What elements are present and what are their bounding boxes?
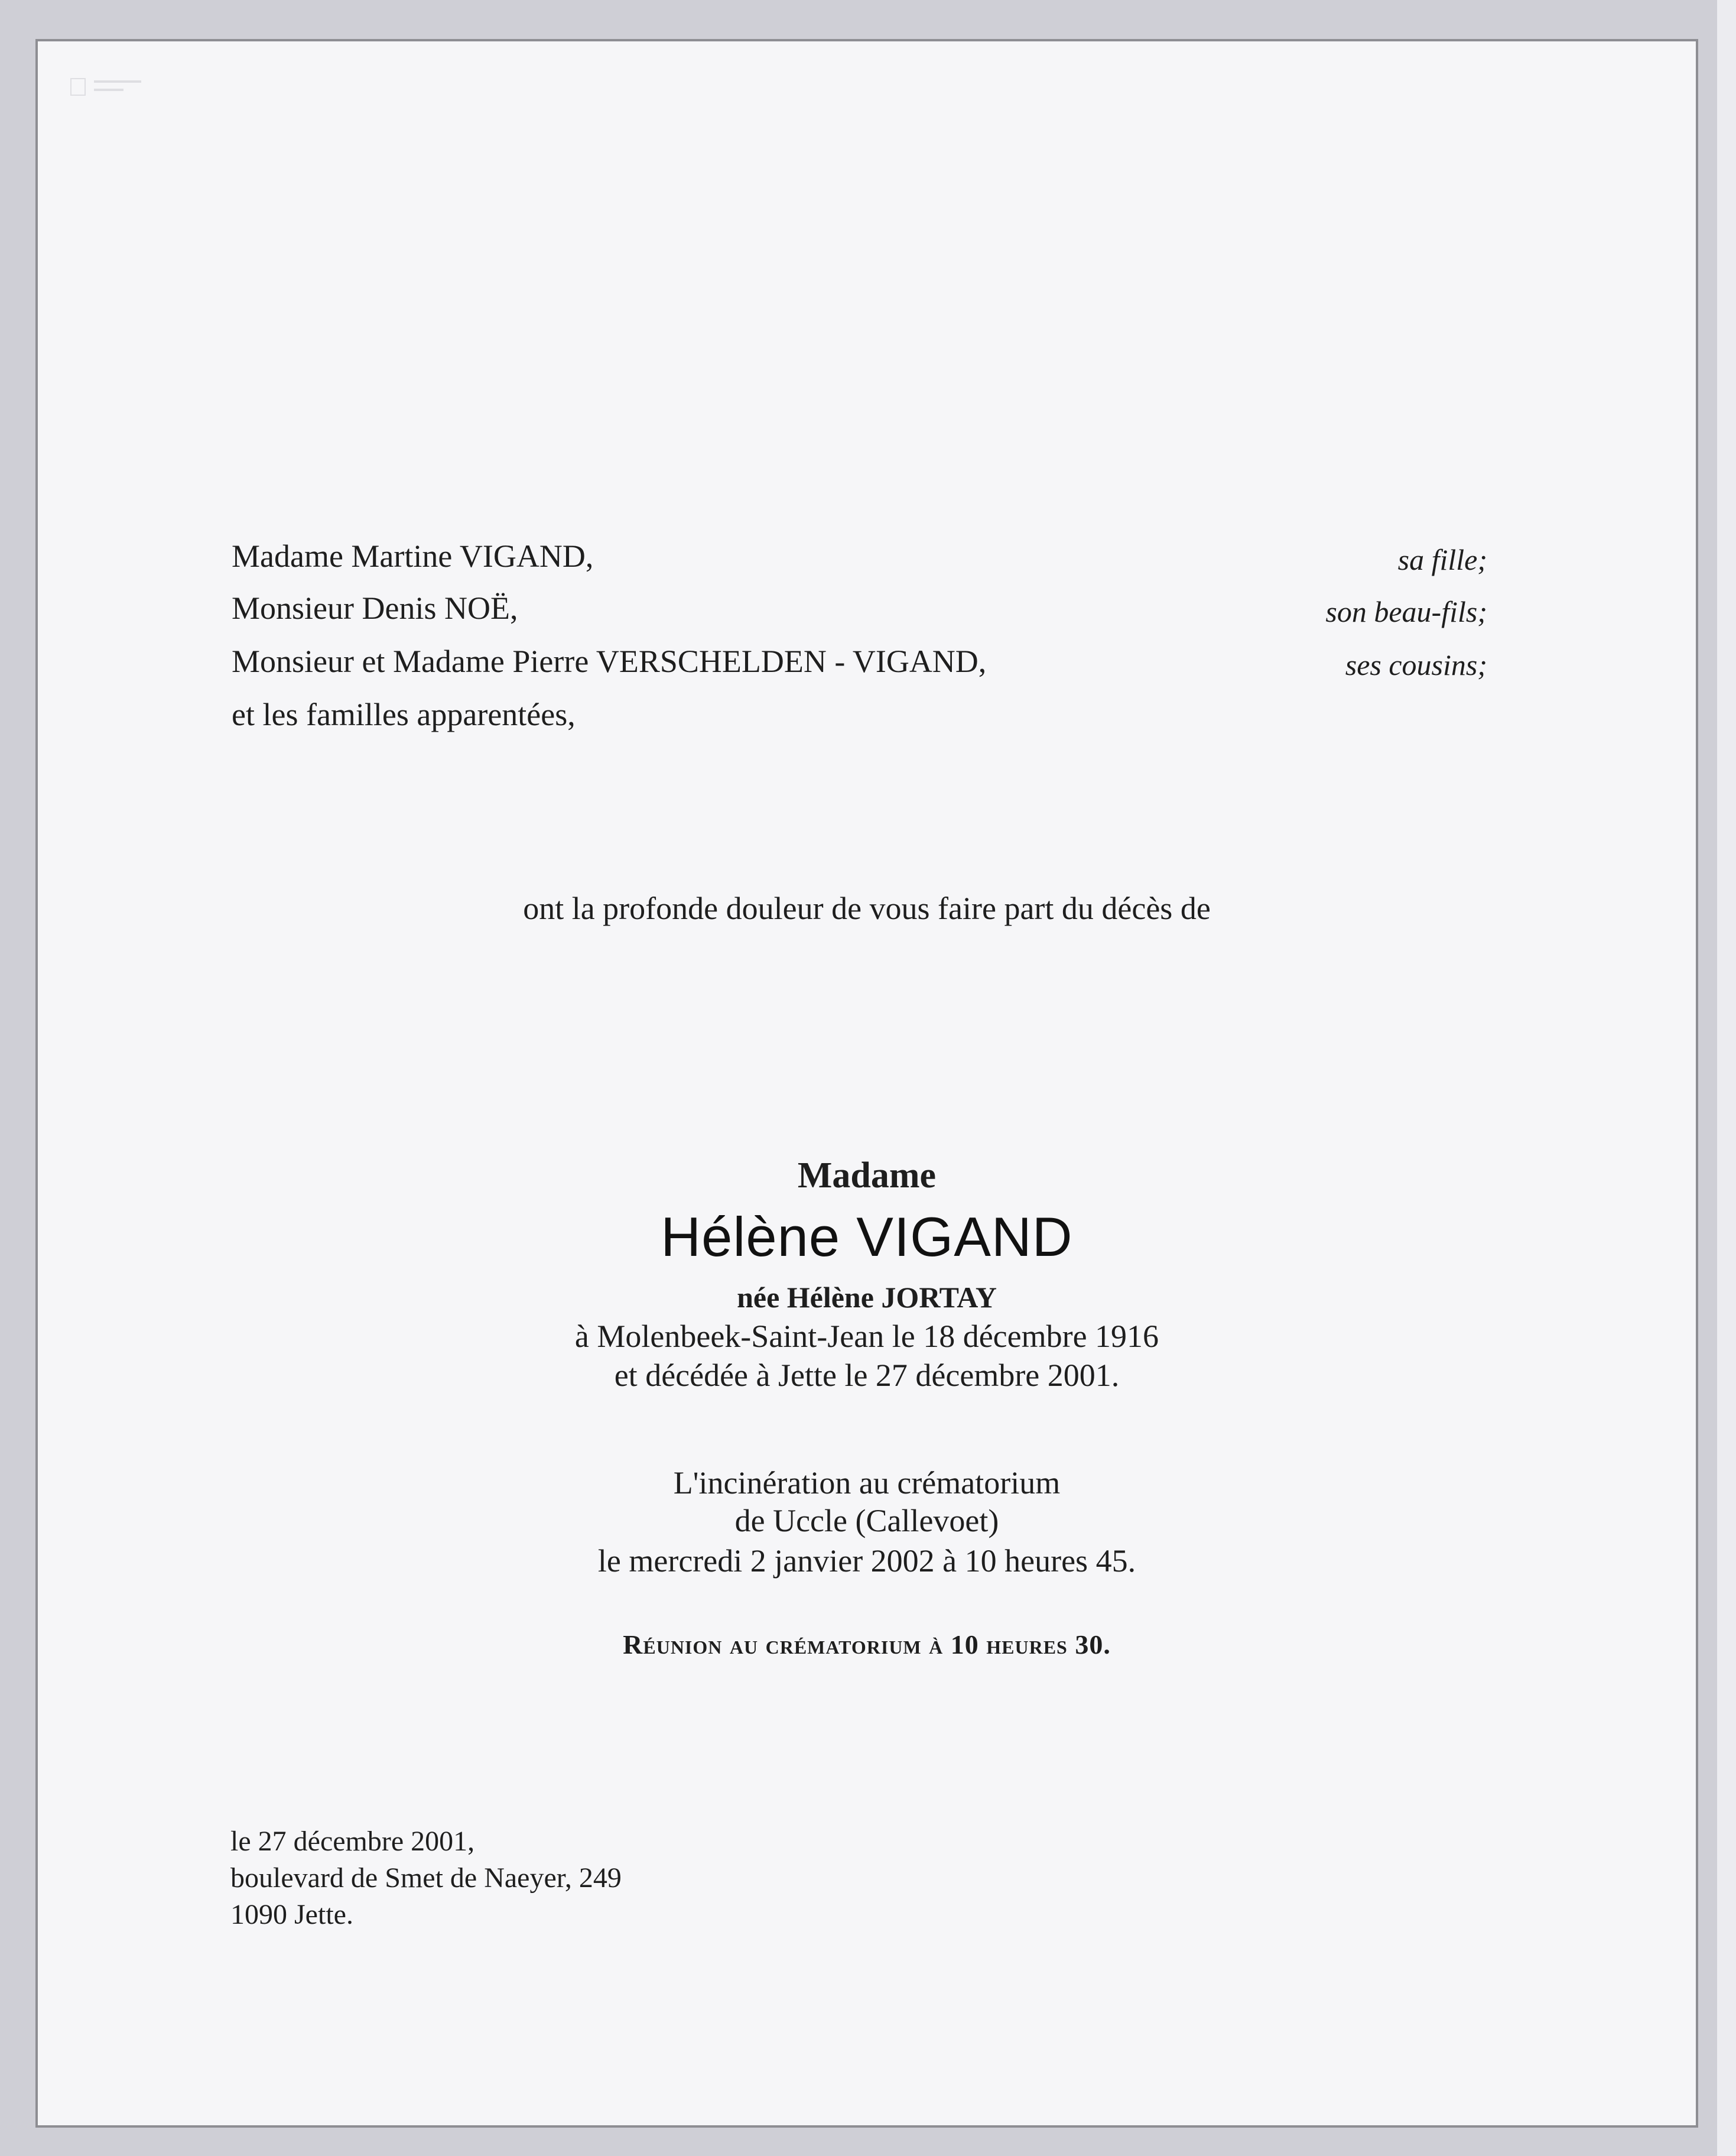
footer-date: le 27 décembre 2001, — [230, 1826, 475, 1857]
death-line: et décédée à Jette le 27 décembre 2001. — [614, 1358, 1120, 1393]
scan-margin — [1717, 0, 1736, 2156]
ceremony-line-3: le mercredi 2 janvier 2002 à 10 heures 45. — [597, 1543, 1136, 1579]
ceremony-line-1: L'incinération au crématorium — [673, 1465, 1061, 1501]
ceremony-line-2: de Uccle (Callevoet) — [734, 1503, 999, 1538]
deceased-title: Madame — [797, 1155, 937, 1196]
announcement-text: ont la profonde douleur de vous faire part du décès de — [523, 891, 1211, 926]
relation-3: ses cousins; — [1345, 648, 1487, 681]
maiden-name: née Hélène JORTAY — [737, 1281, 997, 1314]
family-member-4: et les familles apparentées, — [232, 697, 576, 732]
birth-line: à Molenbeek-Saint-Jean le 18 décembre 1916 — [574, 1319, 1159, 1354]
family-member-2: Monsieur Denis NOË, — [232, 590, 518, 626]
printer-mark-icon — [70, 76, 147, 99]
relation-2: son beau-fils; — [1325, 595, 1487, 628]
family-member-3: Monsieur et Madame Pierre VERSCHELDEN - VIGAND, — [232, 644, 987, 679]
death-notice-card — [35, 39, 1698, 2128]
deceased-name: Hélène VIGAND — [661, 1206, 1073, 1268]
relation-1: sa fille; — [1397, 543, 1487, 576]
footer-address: boulevard de Smet de Naeyer, 249 — [230, 1862, 622, 1894]
footer-city: 1090 Jette. — [230, 1899, 353, 1930]
family-member-1: Madame Martine VIGAND, — [232, 538, 594, 574]
reunion-notice: Réunion au crématorium à 10 heures 30. — [623, 1629, 1111, 1660]
